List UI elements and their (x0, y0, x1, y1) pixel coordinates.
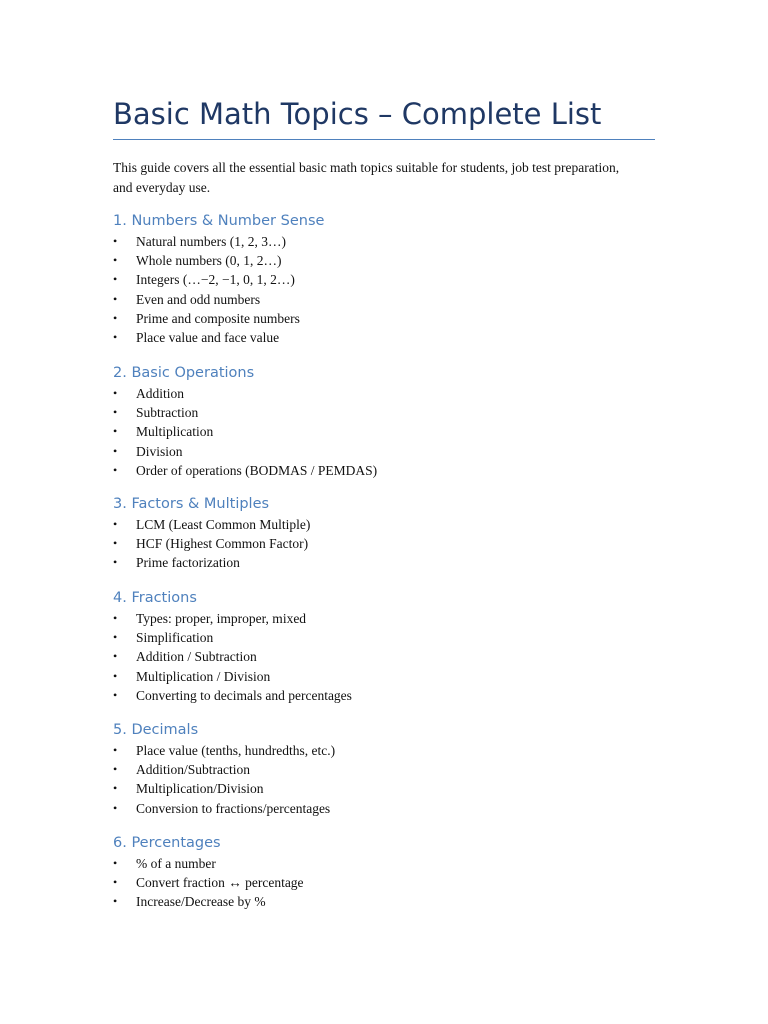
title-underline (113, 139, 655, 140)
list-item: • Increase/Decrease by % (113, 892, 655, 911)
document-title: Basic Math Topics – Complete List (113, 97, 602, 131)
bullet-icon: • (113, 611, 118, 625)
bullet-list (113, 232, 655, 347)
bullet-icon: • (113, 649, 118, 664)
list-item: • Multiplication/Division (113, 779, 655, 798)
list-item: • Subtraction (113, 403, 655, 422)
intro-paragraph: This guide covers all the essential basic math topics suitable for students, job test preparation, and everyday use. (113, 160, 620, 195)
bullet-icon: • (113, 762, 118, 777)
list-item: • Types: proper, improper, mixed (113, 609, 655, 628)
bullet-icon: • (113, 555, 118, 570)
section-fractions (113, 587, 655, 705)
list-item: • Place value and face value (113, 328, 655, 347)
bullet-icon: • (113, 310, 118, 325)
bullet-icon: • (113, 743, 118, 757)
list-item: • Simplification (113, 628, 655, 647)
section-heading: 1. Numbers & Number Sense (113, 213, 325, 229)
bullet-icon: • (113, 330, 118, 345)
list-item: • HCF (Highest Common Factor) (113, 534, 655, 553)
list-item: • Addition (113, 384, 655, 403)
list-item: • Even and odd numbers (113, 290, 655, 309)
bullet-icon: • (113, 536, 118, 551)
bullet-icon: • (113, 405, 118, 420)
section-factors (113, 493, 655, 573)
section-heading: 3. Factors & Multiples (113, 496, 270, 512)
section-operations (113, 362, 655, 480)
bullet-list (113, 384, 655, 480)
bullet-icon: • (113, 800, 118, 815)
bullet-icon: • (113, 462, 118, 477)
section-heading: 5. Decimals (113, 722, 199, 738)
section-heading: 4. Fractions (113, 590, 197, 606)
bullet-icon: • (113, 234, 118, 248)
list-item: • Converting to decimals and percentages (113, 686, 655, 705)
bullet-list (113, 854, 655, 912)
list-item: • Addition/Subtraction (113, 760, 655, 779)
list-item: • Multiplication / Division (113, 667, 655, 686)
list-item: • Whole numbers (0, 1, 2…) (113, 251, 655, 270)
list-item: • LCM (Least Common Multiple) (113, 515, 655, 534)
bullet-icon: • (113, 386, 118, 400)
bullet-icon: • (113, 443, 118, 458)
bullet-icon: • (113, 424, 118, 439)
bullet-icon: • (113, 894, 118, 909)
section-percentages (113, 832, 655, 912)
bullet-icon: • (113, 875, 118, 890)
bullet-list (113, 741, 655, 818)
bullet-icon: • (113, 630, 118, 645)
list-item: • Natural numbers (1, 2, 3…) (113, 232, 655, 251)
bullet-icon: • (113, 668, 118, 683)
list-item: • Multiplication (113, 422, 655, 441)
list-item: • Conversion to fractions/percentages (113, 799, 655, 818)
section-numbers (113, 210, 655, 347)
list-item: • Prime and composite numbers (113, 309, 655, 328)
bullet-icon: • (113, 687, 118, 702)
list-item: • Addition / Subtraction (113, 647, 655, 666)
bullet-icon: • (113, 272, 118, 287)
section-decimals (113, 719, 655, 818)
bullet-icon: • (113, 253, 118, 268)
list-item: • Prime factorization (113, 553, 655, 572)
section-heading: 6. Percentages (113, 835, 221, 851)
bullet-icon: • (113, 856, 118, 870)
list-item: • Order of operations (BODMAS / PEMDAS) (113, 461, 655, 480)
list-item: • Integers (…−2, −1, 0, 1, 2…) (113, 270, 655, 289)
list-item: • Convert fraction ↔ percentage (113, 873, 655, 892)
bullet-icon: • (113, 517, 118, 531)
bullet-list (113, 515, 655, 573)
list-item: • Place value (tenths, hundredths, etc.) (113, 741, 655, 760)
bullet-icon: • (113, 781, 118, 796)
section-heading: 2. Basic Operations (113, 365, 255, 381)
bullet-list (113, 609, 655, 705)
list-item: • Division (113, 442, 655, 461)
bullet-icon: • (113, 291, 118, 306)
list-item: • % of a number (113, 854, 655, 873)
